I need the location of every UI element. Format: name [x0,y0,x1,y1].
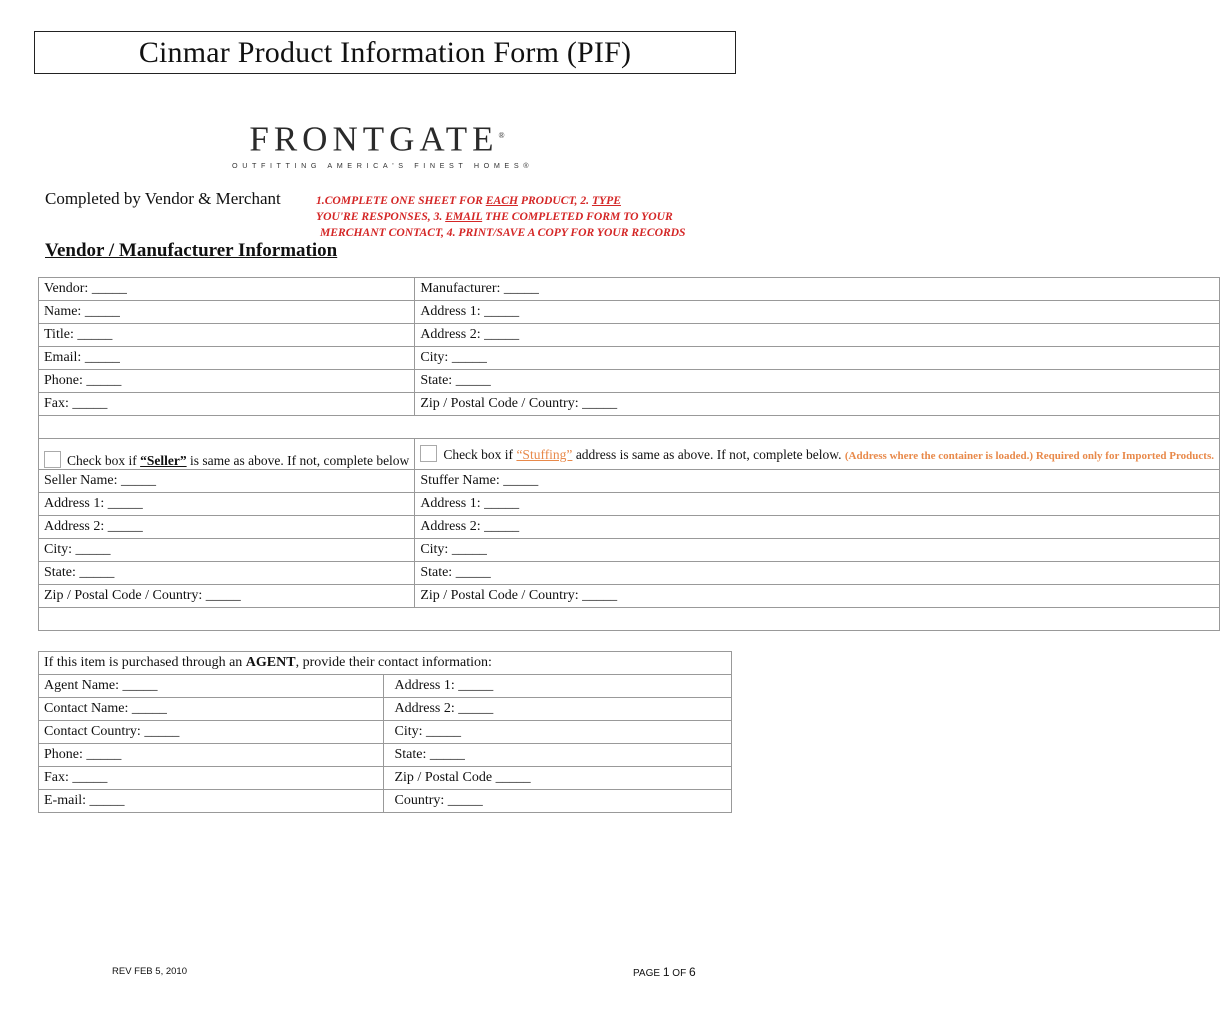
stuffer-city-field[interactable]: City: _____ [415,539,1220,562]
agent-intro-row [39,652,732,675]
seller-name-field[interactable]: Seller Name: _____ [39,470,415,493]
table-row [39,744,732,767]
page-number: PAGE 1 OF 6 [633,965,696,979]
table-row [39,675,732,698]
table-row [39,516,1220,539]
table-row [39,393,1220,416]
agent-name-field[interactable]: Agent Name: _____ [39,675,384,698]
agent-address2-field[interactable]: Address 2: _____ [384,698,732,721]
stuffer-same-checkbox[interactable] [420,445,437,462]
state-field[interactable]: State: _____ [415,370,1220,393]
section-heading: Vendor / Manufacturer Information [45,240,338,261]
table-row [39,370,1220,393]
instructions-text [316,193,736,241]
logo-reg-mark: ® [498,131,505,140]
email-field[interactable]: Email: _____ [39,347,415,370]
instructions-line-2: YOU'RE RESPONSES, 3. EMAIL THE COMPLETED FORM TO YOUR [316,210,673,223]
revision-date: REV FEB 5, 2010 [112,966,187,977]
stuffer-state-field[interactable]: State: _____ [415,562,1220,585]
frontgate-logo [232,118,534,170]
fax-field[interactable]: Fax: _____ [39,393,415,416]
phone-field[interactable]: Phone: _____ [39,370,415,393]
logo-tagline: OUTFITTING AMERICA'S FINEST HOMES® [232,160,534,170]
stuffer-check-cell: Check box if “Stuffing” address is same as above. If not, complete below. (Address where the container is loaded.) Required only for Imported Products. [415,439,1220,470]
table-row [39,301,1220,324]
agent-email-field[interactable]: E-mail: _____ [39,790,384,813]
seller-address1-field[interactable]: Address 1: _____ [39,493,415,516]
instructions-line-3: MERCHANT CONTACT, 4. PRINT/SAVE A COPY FOR YOUR RECORDS [320,226,686,239]
name-field[interactable]: Name: _____ [39,301,415,324]
stuffer-address2-field[interactable]: Address 2: _____ [415,516,1220,539]
vendor-info-table [38,277,1220,631]
table-row [39,470,1220,493]
completed-by-label: Completed by Vendor & Merchant [45,189,281,208]
address2-field[interactable]: Address 2: _____ [415,324,1220,347]
zip-field[interactable]: Zip / Postal Code / Country: _____ [415,393,1220,416]
table-row [39,539,1220,562]
agent-contact-country-field[interactable]: Contact Country: _____ [39,721,384,744]
table-row [39,767,732,790]
spacer-row [39,608,1220,631]
agent-zip-field[interactable]: Zip / Postal Code _____ [384,767,732,790]
city-field[interactable]: City: _____ [415,347,1220,370]
form-title: Cinmar Product Information Form (PIF) [138,36,632,69]
vendor-field[interactable]: Vendor: _____ [39,278,415,301]
stuffer-note: (Address where the container is loaded.) Required only for Imported Products. [844,449,1214,462]
seller-zip-field[interactable]: Zip / Postal Code / Country: _____ [39,585,415,608]
table-row [39,562,1220,585]
spacer-row [39,416,1220,439]
table-row [39,585,1220,608]
stuffer-name-field[interactable]: Stuffer Name: _____ [415,470,1220,493]
seller-same-checkbox[interactable] [44,451,61,468]
agent-fax-field[interactable]: Fax: _____ [39,767,384,790]
logo-brand: FRONTGATE [249,119,499,159]
manufacturer-field[interactable]: Manufacturer: _____ [415,278,1220,301]
seller-city-field[interactable]: City: _____ [39,539,415,562]
seller-state-field[interactable]: State: _____ [39,562,415,585]
agent-phone-field[interactable]: Phone: _____ [39,744,384,767]
table-row [39,698,732,721]
form-title-box [34,31,736,74]
check-row [39,439,1220,470]
seller-address2-field[interactable]: Address 2: _____ [39,516,415,539]
agent-address1-field[interactable]: Address 1: _____ [384,675,732,698]
agent-contact-name-field[interactable]: Contact Name: _____ [39,698,384,721]
stuffer-zip-field[interactable]: Zip / Postal Code / Country: _____ [415,585,1220,608]
seller-check-cell: Check box if “Seller” is same as above. If not, complete below [39,439,415,470]
table-row [39,721,732,744]
agent-country-field[interactable]: Country: _____ [384,790,732,813]
agent-city-field[interactable]: City: _____ [384,721,732,744]
table-row [39,347,1220,370]
stuffer-address1-field[interactable]: Address 1: _____ [415,493,1220,516]
table-row [39,790,732,813]
table-row [39,493,1220,516]
instructions-line-1: 1.COMPLETE ONE SHEET FOR EACH PRODUCT, 2. TYPE [316,194,621,207]
title-field[interactable]: Title: _____ [39,324,415,347]
table-row [39,324,1220,347]
agent-info-table [38,651,732,813]
agent-intro: If this item is purchased through an AGENT, provide their contact information: [39,652,732,675]
address1-field[interactable]: Address 1: _____ [415,301,1220,324]
table-row [39,278,1220,301]
agent-state-field[interactable]: State: _____ [384,744,732,767]
